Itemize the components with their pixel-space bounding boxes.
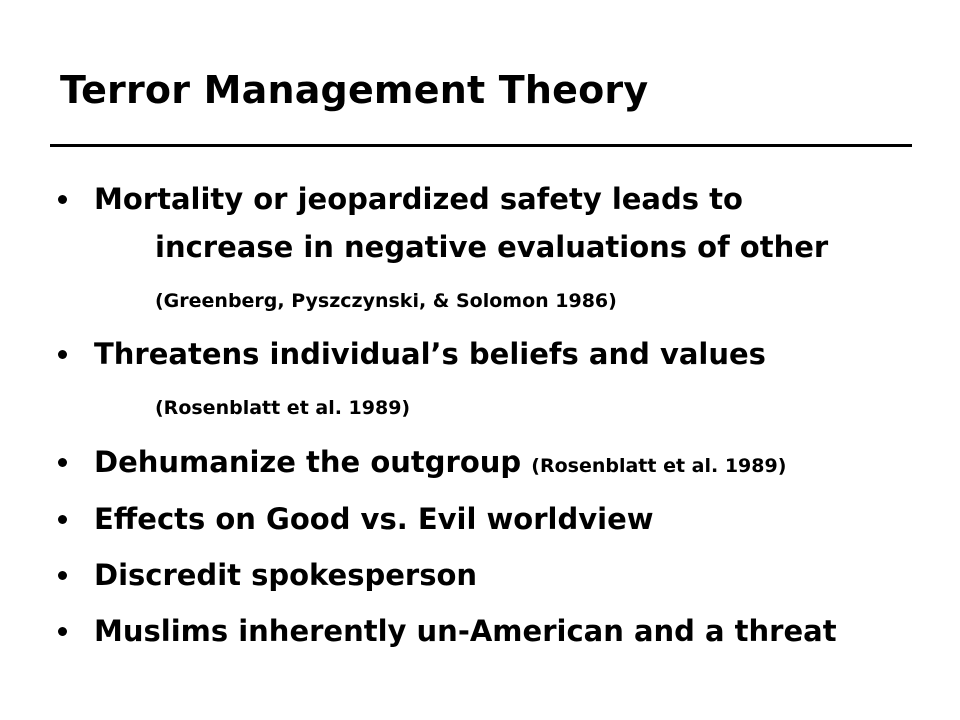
bullet-2-text: Threatens individual’s beliefs and values (94, 337, 766, 371)
bullet-1-line-2: increase in negative evaluations of other (155, 230, 829, 264)
slide-title: Terror Management Theory (60, 68, 649, 112)
bullet-3-line (94, 444, 786, 484)
bullet-1-citation: (Greenberg, Pyszczynski, & Solomon 1986) (155, 290, 617, 312)
bullet-5-text: Discredit spokesperson (94, 558, 478, 592)
bullet-marker (58, 350, 67, 359)
bullet-marker (58, 571, 67, 580)
bullet-marker (58, 458, 67, 467)
bullet-marker (58, 515, 67, 524)
bullet-marker (58, 627, 67, 636)
bullet-4-text: Effects on Good vs. Evil worldview (94, 502, 654, 536)
bullet-3-text: Dehumanize the outgroup (94, 445, 522, 479)
bullet-3-citation: (Rosenblatt et al. 1989) (531, 455, 787, 477)
bullet-6-text: Muslims inherently un-American and a threat (94, 614, 837, 648)
bullet-marker (58, 195, 67, 204)
bullet-2-citation: (Rosenblatt et al. 1989) (155, 397, 411, 419)
bullet-1-line-1: Mortality or jeopardized safety leads to (94, 182, 743, 216)
